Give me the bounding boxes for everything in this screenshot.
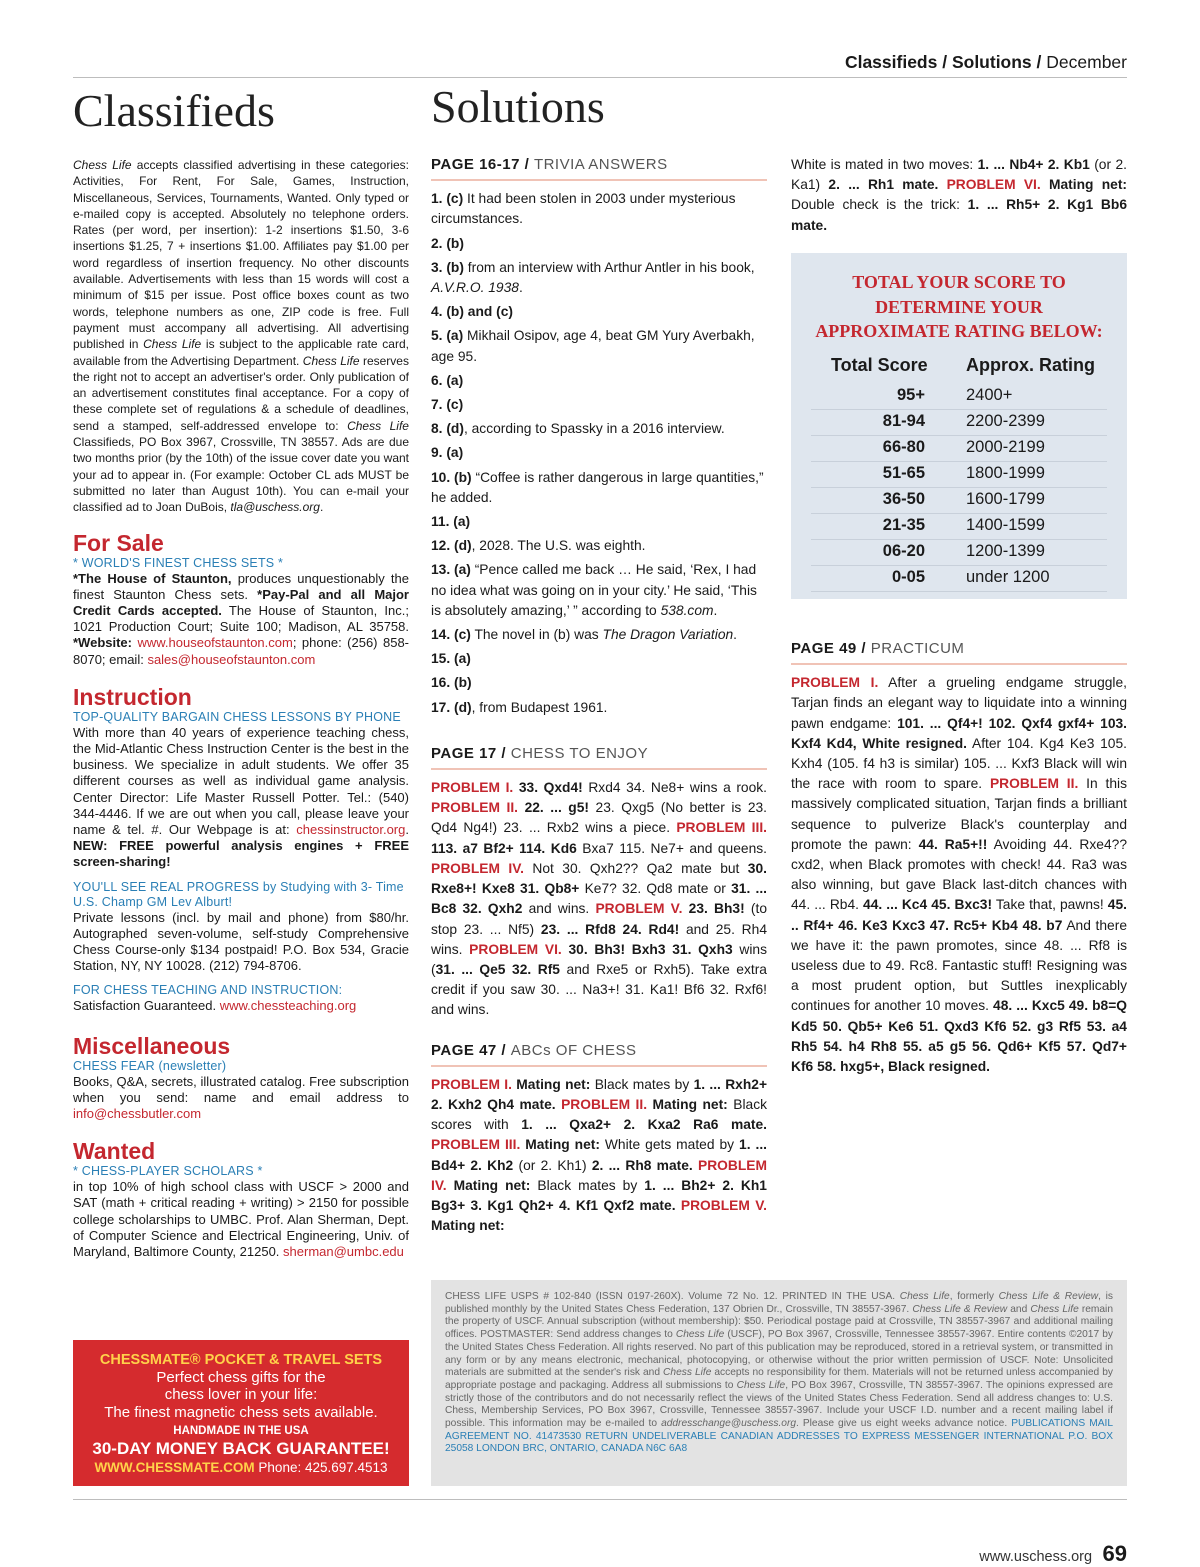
instruction-sub-1: TOP-QUALITY BARGAIN CHESS LESSONS BY PHONE: [73, 709, 401, 724]
rating-range: 1600-1799: [966, 490, 1045, 508]
trivia-answer: 5. (a) Mikhail Osipov, age 4, beat GM Yury Averbakh, age 95.: [431, 328, 755, 364]
wanted-heading: Wanted: [73, 1138, 156, 1165]
score-title-1: TOTAL YOUR SCORE TO: [852, 272, 1066, 292]
score-range: 0-05: [891, 568, 925, 586]
rating-col-header: Approx. Rating: [966, 355, 1095, 375]
rating-range: 1400-1599: [966, 516, 1045, 534]
chessinstructor-link[interactable]: chessinstructor.org: [296, 821, 406, 837]
score-row: [811, 539, 1107, 566]
rating-range: 1200-1399: [966, 542, 1045, 560]
trivia-answer: 6. (a): [431, 372, 464, 388]
misc-heading: Miscellaneous: [73, 1032, 231, 1059]
instruction-body-2: Private lessons (incl. by mail and phone) from $80/hr. Autographed seven-volume, self-study Comprehensive Chess Course-only $134 postpaid! P.O. Box 534, Gracie Station, NY, NY 10028. (212) 794-8706.: [73, 909, 409, 974]
trivia-heading: PAGE 16-17 / TRIVIA ANSWERS: [431, 155, 767, 181]
trivia-answer: 15. (a): [431, 651, 471, 667]
chessteaching-link[interactable]: www.chessteaching.org: [219, 998, 357, 1014]
solutions-column-middle: [431, 155, 767, 1236]
for-sale-heading: For Sale: [73, 529, 164, 556]
score-range: 21-35: [882, 516, 925, 534]
score-title-3: APPROXIMATE RATING BELOW:: [815, 321, 1103, 341]
classifieds-title: Classifieds: [73, 85, 275, 136]
trivia-answer: 1. (c) It had been stolen in 2003 under mysterious circumstances.: [431, 191, 736, 227]
page-number: 69: [1102, 1541, 1127, 1566]
abcs-solutions: PROBLEM I. Mating net: Black mates by 1. ... Rxh2+ 2. Kxh2 Qh4 mate. PROBLEM II. Mating net: Black scores with 1. ... Qxa2+ 2. Kxa2 Ra6 mate. PROBLEM III. Mating net: White gets mated by 1. ... Bd4+ 2. Kh2 (or 2. Kh1) 2. ... Rh8 mate. PROBLEM IV. Mating net: Black mates by 1. ... Bh2+ 2. Kh1 Bg3+ 3. Kg1 Qh2+ 4. Kf1 Qxf2 mate. PROBLEM V. Mating net:: [431, 1076, 768, 1234]
ad-guarantee: 30-DAY MONEY BACK GUARANTEE!: [92, 1439, 390, 1458]
practicum-solutions: PROBLEM I. After a grueling endgame struggle, Tarjan finds an elegant way to liquidate into a winning pawn endgame: 101. ... Qf4+! 102. Qxf4 gxf4+ 103. Kxf4 Kd4, White resigned. After 104. Kg4 Ke3 105. Kxh4 (105. f4 h3 is similar) 105. ... Kxf3 Black will win the race with room to spare. PROBLEM II. In this massively complicated situation, Tarjan finds a brilliant sequence to pulverize Black's counterplay and promote the pawn: 44. Ra5+!! Avoiding 44. Rxe4?? cxd2, when Black promotes with check! 44. Ra3 was also winning, but gave Black last-ditch chances with 44. ... Rb4. 44. ... Kc4 45. Bxc3! Take that, pawns! 45. .. Rf4+ 46. Ke3 Kxc3 47. Rc5+ Kb4 48. b7 And there we have it: the pawn promotes, since 48. ... Rf8 is useless due to 49. Rc8. Fantastic stuff! Resigning was a most prudent option, but Suttles inexplicably continues for another 10 moves. 48. ... Kxc5 49. b8=Q Kd5 50. Qb5+ Ke6 51. Qxd3 Kf6 52. g3 Rf5 53. a4 Rh5 54. h4 Rh8 55. a5 g5 56. Qd6+ Kf5 57. Qd7+ Kf6 58. hxg5+, Black resigned.: [791, 675, 1127, 1075]
rating-range: under 1200: [966, 568, 1050, 586]
chessbutler-email-link[interactable]: info@chessbutler.com: [73, 1106, 202, 1121]
score-row: [811, 435, 1107, 462]
misc-subheading: CHESS FEAR (newsletter): [73, 1058, 227, 1073]
header-solutions: Solutions: [951, 52, 1032, 72]
houseofstaunton-email-link[interactable]: sales@houseofstaunton.com: [147, 651, 316, 667]
instruction-heading: Instruction: [73, 683, 192, 710]
trivia-answer: 14. (c) The novel in (b) was The Dragon Variation.: [431, 627, 738, 643]
abcs-continued: White is mated in two moves: 1. ... Nb4+ 2. Kb1 (or 2. Ka1) 2. ... Rh1 mate. PROBLEM VI. Mating net: Double check is the trick: 1. ... Rh5+ 2. Kg1 Bb6 mate.: [791, 157, 1128, 233]
score-box: [791, 253, 1127, 599]
misc-body: Books, Q&A, secrets, illustrated catalog. Free subscription when you send: name and email address to info@chessbutler.com: [73, 1073, 409, 1121]
classifieds-intro: Chess Life accepts classified advertising in these categories: Activities, For Rent, For Sale, Games, Instruction, Miscellaneous, Services, Tournaments, Wanted. Only typed or e-mailed copy is accepted. Absolutely no telephone orders. Rates (per word, per insertion): 1-2 insertions $1.50, 3-6 insertions $1.25, 7 + insertions $1.00. Affiliates pay $1.00 per word regardless of insertion frequency. No other discounts available. Advertisements with less than 15 words will cost a minimum of $15 per issue. Post office boxes count as two words, telephone numbers as one, ZIP code is free. Full payment must accompany all advertising. All advertising published in Chess Life is subject to the applicable rate card, available from the Advertising Department. Chess Life reserves the right not to accept an advertiser's order. Only publication of an advertisement constitutes final acceptance. For a copy of these complete set of regulations & a schedule of deadlines, send a stamped, self-addressed envelope to: Chess Life Classifieds, PO Box 3967, Crossville, TN 38557. Ads are due two months prior (by the 10th) of the issue cover date you want your ad to appear in. (For example: October CL ads MUST be submitted no later than August 10th). You can e-mail your classified ad to Joan DuBois, tla@uschess.org.: [73, 158, 409, 515]
trivia-answer: 9. (a): [431, 445, 464, 461]
score-col-header: Total Score: [831, 355, 928, 375]
score-range: 06-20: [882, 542, 925, 560]
ad-title: CHESSMATE® POCKET & TRAVEL SETS: [99, 1352, 383, 1368]
score-range: 66-80: [882, 438, 925, 456]
trivia-answer-list: [431, 189, 767, 718]
ad-handmade: HANDMADE IN THE USA: [173, 1425, 309, 1437]
enjoy-heading: PAGE 17 / CHESS TO ENJOY: [431, 744, 767, 770]
trivia-answer: 12. (d), 2028. The U.S. was eighth.: [431, 538, 646, 554]
trivia-answer: 4. (b) and (c): [431, 304, 514, 320]
classifieds-column: [73, 157, 409, 1260]
running-header: [845, 52, 1127, 73]
chessmate-ad[interactable]: [73, 1340, 409, 1486]
score-range: 81-94: [882, 412, 925, 430]
trivia-answer: 13. (a) “Pence called me back … He said, ‘Rex, I had no idea what was going on in your city.’ He said, ‘This is absolutely amazing,’ ” according to 538.com.: [431, 562, 757, 618]
site-url[interactable]: www.uschess.org: [979, 1549, 1093, 1565]
instruction-sub-2: YOU'LL SEE REAL PROGRESS by Studying with 3- Time U.S. Champ GM Lev Alburt!: [73, 879, 404, 909]
wanted-subheading: * CHESS-PLAYER SCHOLARS *: [73, 1164, 263, 1179]
trivia-answer: 16. (b): [431, 675, 472, 691]
classified-email-link[interactable]: tla@uschess.org: [230, 500, 320, 515]
header-rule: [73, 77, 1127, 78]
header-slash: /: [1031, 52, 1047, 72]
trivia-answer: 10. (b) “Coffee is rather dangerous in large quantities,” he added.: [431, 469, 764, 505]
ad-line-2: chess lover in your life:: [164, 1386, 318, 1403]
rating-range: 2400+: [966, 386, 1013, 404]
score-range: 36-50: [882, 490, 925, 508]
score-range: 51-65: [882, 464, 925, 482]
header-month: December: [1046, 52, 1127, 72]
trivia-answer: 8. (d), according to Spassky in a 2016 interview.: [431, 421, 725, 437]
wanted-body: in top 10% of high school class with USCF > 2000 and SAT (math + critical reading + writing) > 2150 for possible college scholarships to UMBC. Prof. Alan Sherman, Dept. of Computer Science and Electrical Engineering, Univ. of Maryland, Baltimore County, 21250. sherman@umbc.edu: [73, 1179, 409, 1260]
practicum-section: [791, 639, 1127, 1077]
for-sale-body: *The House of Staunton, produces unquestionably the finest Staunton Chess sets. *Pay-Pal and all Major Credit Cards accepted. The House of Staunton, Inc.; 1021 Production Court; Suite 100; Madison, AL 35758. *Website: www.houseofstaunton.com; phone: (256) 858-8070; email: sales@houseofstaunton.com: [73, 570, 409, 667]
score-row: [811, 383, 1107, 410]
footer-rule: [73, 1499, 1127, 1500]
trivia-answer: 11. (a): [431, 514, 471, 530]
ad-line-1: Perfect chess gifts for the: [156, 1369, 326, 1386]
score-row: [811, 513, 1107, 540]
instruction-body-3: Satisfaction Guaranteed. www.chessteaching.org: [73, 998, 357, 1014]
trivia-answer: 17. (d), from Budapest 1961.: [431, 699, 608, 715]
houseofstaunton-link[interactable]: www.houseofstaunton.com: [137, 635, 293, 651]
trivia-answer: 3. (b) from an interview with Arthur Antler in his book, A.V.R.O. 1938.: [431, 259, 755, 296]
header-classifieds: Classifieds: [844, 52, 938, 72]
addresschange-email-link[interactable]: addresschange@uschess.org: [661, 1418, 796, 1430]
publication-info-text: CHESS LIFE USPS # 102-840 (ISSN 0197-260X). Volume 72 No. 12. PRINTED IN THE USA. Chess Life, formerly Chess Life & Review, is published monthly by the United States Chess Federation, 137 Obrien Dr., Crossville, TN 38557-3967. Chess Life & Review and Chess Life remain the property of USCF. Annual subscription (without membership): $50. Periodical postage paid at Crossville, TN 38557-3967 and additional mailing offices. POSTMASTER: Send address changes to Chess Life (USCF), PO Box 3967, Crossville, Tennessee 38557-3967. Entire contents ©2017 by the United States Chess Federation. All rights reserved. No part of this publication may be reproduced, stored in a retrieval system, or transmitted in any form or by any means electronic, mechanical, photocopying, or otherwise without the prior written permission of USCF. Note: Unsolicited materials are submitted at the sender's risk and Chess Life accepts no responsibility for them. Materials will not be returned unless accompanied by appropriate postage and packaging. Address all submissions to Chess Life, PO Box 3967, Crossville, TN 38557-3967. The opinions expressed are strictly those of the contributors and do not necessarily reflect the views of the United States Chess Federation. Send all address changes to: U.S. Chess, Membership Services, PO Box 3967, Crossville, Tennessee 38557-3967. Include your USCF I.D. number and a recent mailing label if possible. This information may be e-mailed to addresschange@uschess.org. Please give us eight weeks advance notice. PUBLICATIONS MAIL AGREEMENT NO. 41473530 RETURN UNDELIVERABLE CANADIAN ADDRESSES TO EXPRESS MESSENGER INTERNATIONAL P.O. BOX 25058 LONDON BRC, ONTARIO, CANADA N6C 6A8: [445, 1291, 1114, 1455]
instruction-body-1: With more than 40 years of experience teaching chess, the Mid-Atlantic Chess Instruction Center is the best in the business. We specialize in adult students. We offer 35 different courses as well as individual game analysis. Center Director: Life Master Russell Potter. Tel.: (540) 344-4446. If we are out when you call, please leave your name & tel. #. Our Webpage is at: chessinstructor.org. NEW: FREE powerful analysis engines + FREE screen-sharing!: [73, 724, 409, 870]
solutions-title: Solutions: [431, 81, 605, 132]
score-row: [811, 487, 1107, 514]
page-footer: [979, 1541, 1127, 1567]
abcs-heading: PAGE 47 / ABCs OF CHESS: [431, 1041, 767, 1067]
enjoy-solutions: PROBLEM I. 33. Qxd4! Rxd4 34. Ne8+ wins a rook. PROBLEM II. 22. ... g5! 23. Qxg5 (No better is 23. Qd4 Ng4!) 23. ... Rxb2 wins a piece. PROBLEM III. 113. a7 Bf2+ 114. Kd6 Bxa7 115. Ne7+ and queens. PROBLEM IV. Not 30. Qxh2?? Qa2 mate but 30. Rxe8+! Kxe8 31. Qb8+ Ke7? 32. Qd8 mate or 31. ... Bc8 32. Qxh2 and wins. PROBLEM V. 23. Bh3! (to stop 23. ... Nf5) 23. ... Rfd8 24. Rd4! and 25. Rh4 wins. PROBLEM VI. 30. Bh3! Bxh3 31. Qxh3 wins (31. ... Qe5 32. Rf5 and Rxe5 or Rxh5). Take extra credit if you saw 30. ... Na3+! 31. Ka1! Bf6 32. Rxf6! and wins.: [431, 780, 768, 1018]
score-range: 95+: [897, 386, 925, 404]
score-row: [811, 565, 1107, 592]
chessmate-link[interactable]: WWW.CHESSMATE.COM: [94, 1460, 255, 1475]
score-row: [811, 409, 1107, 436]
practicum-heading: PAGE 49 / PRACTICUM: [791, 639, 1127, 665]
score-row: [811, 461, 1107, 488]
rating-range: 2200-2399: [966, 412, 1045, 430]
ad-line-3: The finest magnetic chess sets available.: [104, 1404, 378, 1421]
publication-info-box: [431, 1280, 1127, 1486]
trivia-answer: 2. (b): [431, 235, 464, 251]
trivia-answer: 7. (c): [431, 397, 464, 413]
score-title-2: DETERMINE YOUR: [875, 296, 1043, 317]
for-sale-subheading: * WORLD'S FINEST CHESS SETS *: [73, 555, 284, 570]
rating-range: 1800-1999: [966, 464, 1045, 482]
header-slash: /: [937, 52, 952, 72]
sherman-email-link[interactable]: sherman@umbc.edu: [283, 1244, 404, 1260]
instruction-sub-3: FOR CHESS TEACHING AND INSTRUCTION:: [73, 983, 343, 998]
ad-contact: WWW.CHESSMATE.COM Phone: 425.697.4513: [94, 1460, 388, 1475]
rating-range: 2000-2199: [966, 438, 1045, 456]
